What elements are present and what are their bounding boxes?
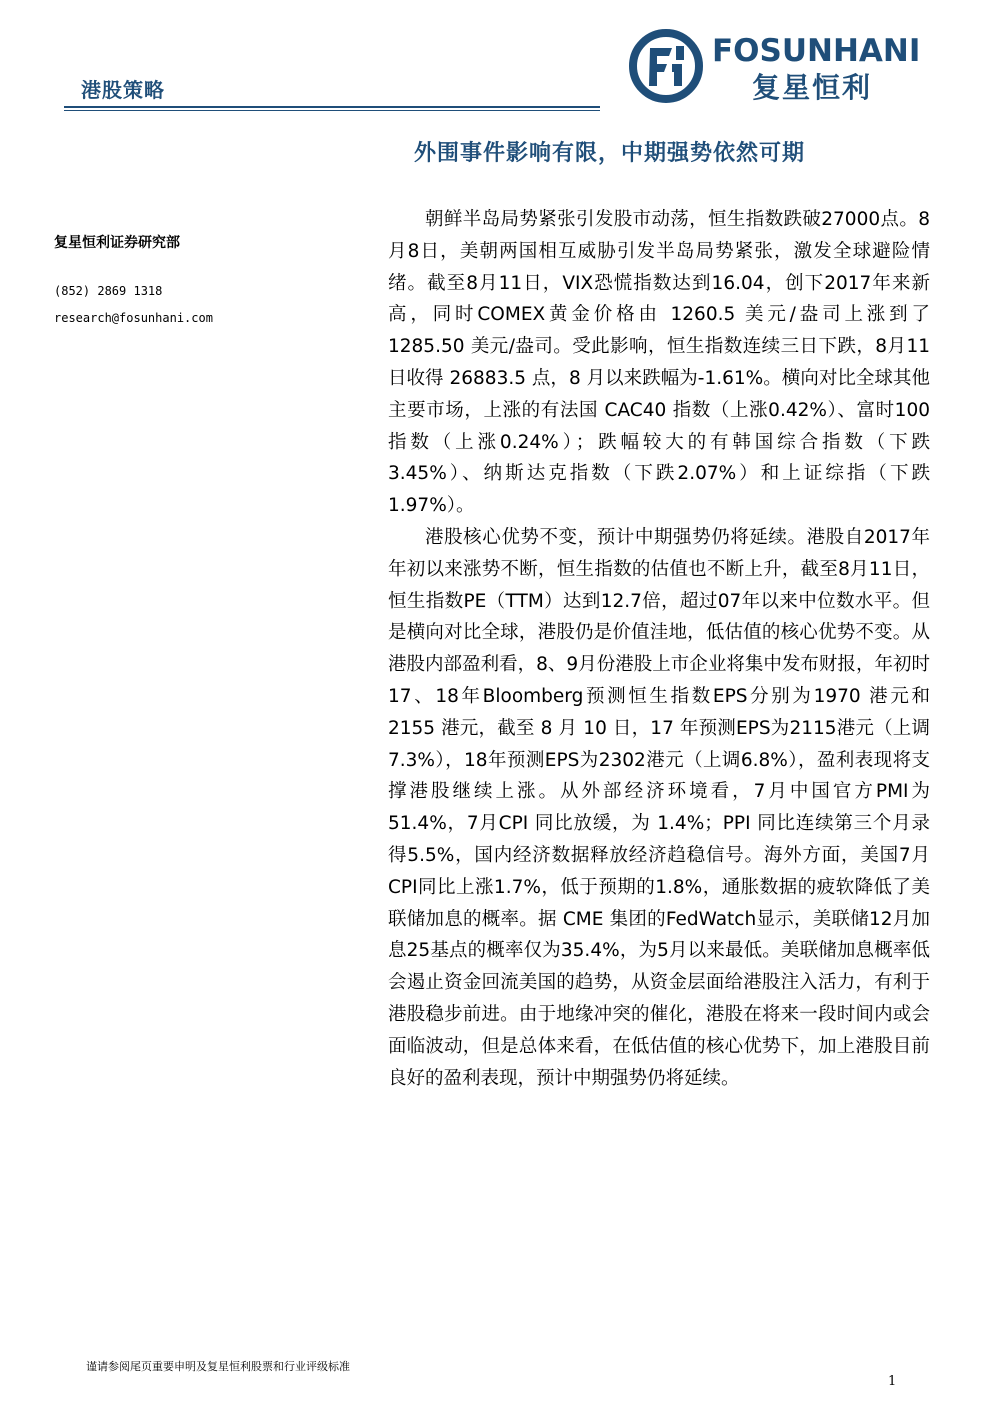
company-logo bbox=[628, 28, 928, 108]
header-divider-thin bbox=[64, 110, 600, 111]
logo-english-text: FOSUNHANI bbox=[712, 33, 921, 69]
body-paragraph: 朝鲜半岛局势紧张引发股市动荡，恒生指数跌破27000点。8月8日，美朝两国相互威胁引发半岛局势紧张，激发全球避险情绪。截至8月11日，VIX恐慌指数达到16.04，创下2017年来新高，同时COMEX黄金价格由 1260.5 美元/盎司上涨到了 1285.50 美元/盎司。受此影响，恒生指数连续三日下跌，8月11日收得 26883.5 点，8 月以来跌幅为-1.61%。横向对比全球其他主要市场，上涨的有法国 CAC40 指数（上涨0.42%）、富时100指数（上涨0.24%）；跌幅较大的有韩国综合指数（下跌 3.45%）、纳斯达克指数（下跌2.07%）和上证综指（下跌1.97%）。 bbox=[388, 209, 930, 517]
sidebar-contact bbox=[54, 232, 284, 338]
report-category: 港股策略 bbox=[81, 78, 165, 102]
footer-disclaimer: 谨请参阅尾页重要申明及复星恒利股票和行业评级标准 bbox=[86, 1360, 350, 1373]
phone-number: (852) 2869 1318 bbox=[54, 284, 163, 298]
header-divider bbox=[64, 106, 600, 108]
logo-chinese-text: 复星恒利 bbox=[752, 71, 873, 104]
page-number: 1 bbox=[888, 1374, 897, 1389]
department-name: 复星恒利证券研究部 bbox=[54, 235, 180, 251]
body-paragraph: 港股核心优势不变，预计中期强势仍将延续。港股自2017年年初以来涨势不断，恒生指数的估值也不断上升，截至8月11日，恒生指数PE（TTM）达到12.7倍，超过07年以来中位数水平。但是横向对比全球，港股仍是价值洼地，低估值的核心优势不变。从港股内部盈利看，8、9月份港股上市企业将集中发布财报，年初时17、18年Bloomberg预测恒生指数EPS分别为1970 港元和 2155 港元，截至 8 月 10 日，17 年预测EPS为2115港元（上调7.3%），18年预测EPS为2302港元（上调6.8%），盈利表现将支撑港股继续上涨。从外部经济环境看，7月中国官方PMI为51.4%，7月CPI 同比放缓，为 1.4%；PPI 同比连续第三个月录得5.5%，国内经济数据释放经济趋稳信号。海外方面，美国7月CPI同比上涨1.7%，低于预期的1.8%，通胀数据的疲软降低了美联储加息的概率。据 CME 集团的FedWatch显示，美联储12月加息25基点的概率仅为35.4%，为5月以来最低。美联储加息概率低会遏止资金回流美国的趋势，从资金层面给港股注入活力，有利于港股稳步前进。由于地缘冲突的催化，港股在将来一段时间内或会面临波动，但是总体来看，在低估值的核心优势下，加上港股目前良好的盈利表现，预计中期强势仍将延续。 bbox=[388, 526, 930, 1089]
fosun-logo-icon bbox=[628, 28, 704, 104]
email-address[interactable]: research@fosunhani.com bbox=[54, 311, 213, 325]
report-title: 外围事件影响有限，中期强势依然可期 bbox=[414, 140, 806, 166]
report-body bbox=[388, 204, 930, 1094]
